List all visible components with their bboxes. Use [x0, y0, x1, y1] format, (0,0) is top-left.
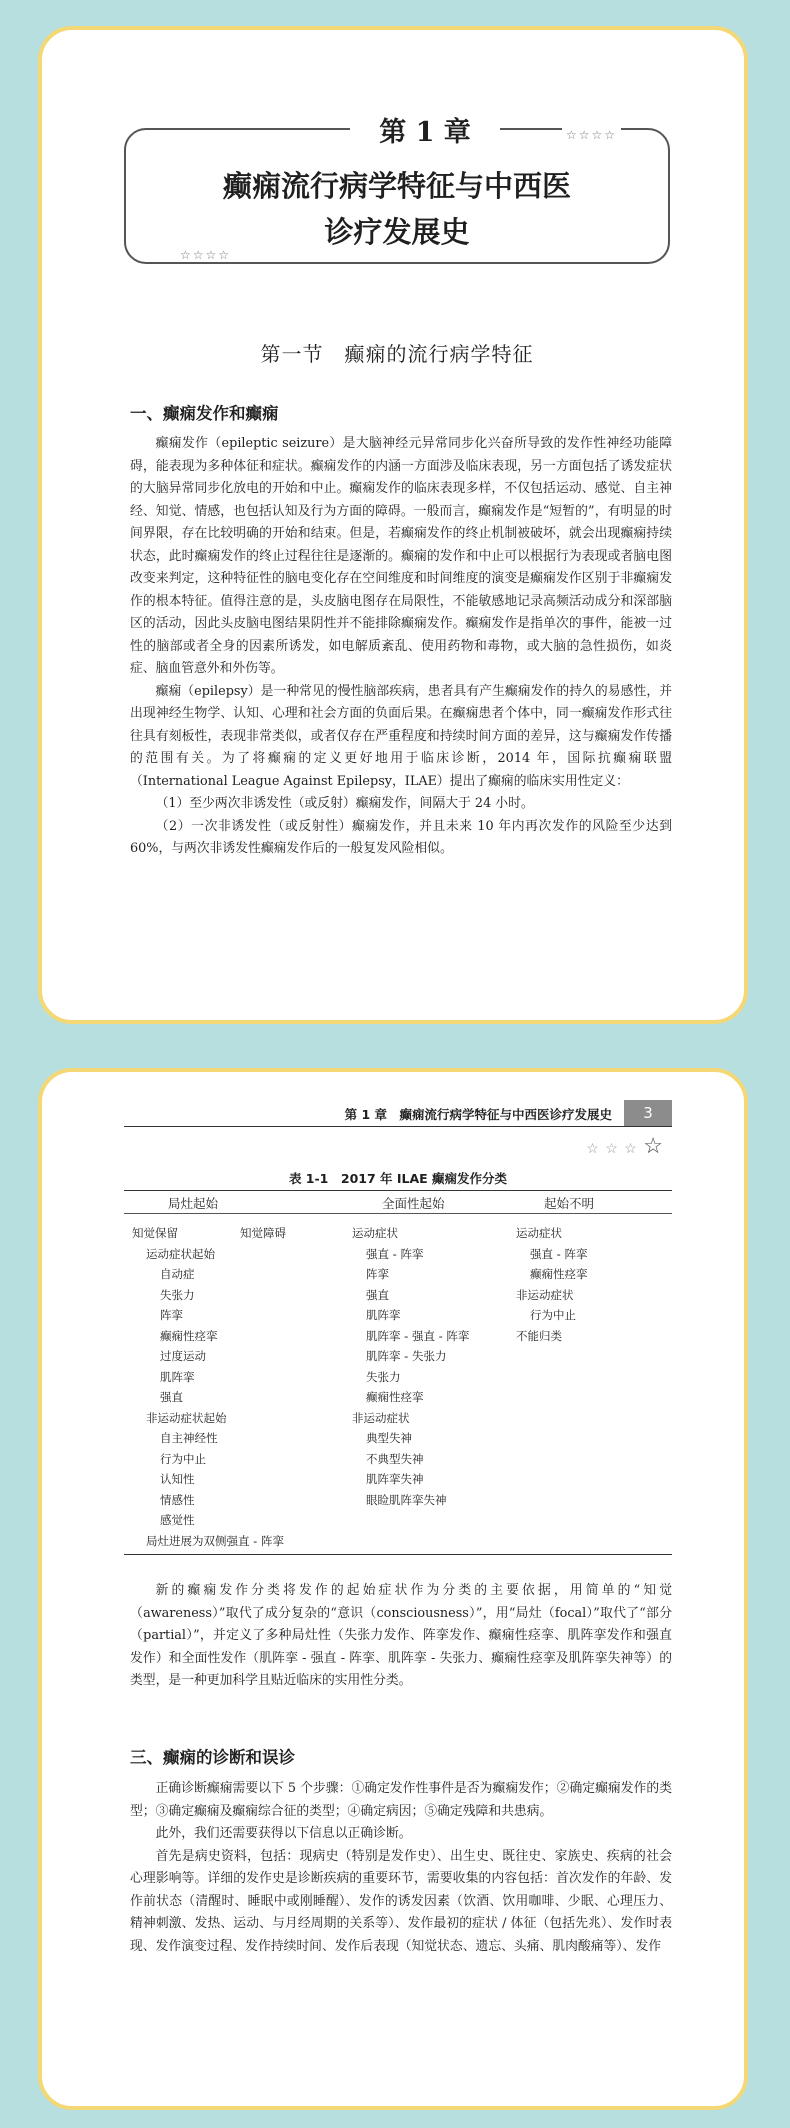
table-cell: 癫痫性痉挛 [366, 1390, 424, 1404]
table-caption: 表 1-1 2017 年 ILAE 癫痫发作分类 [288, 1171, 508, 1186]
table-cell: 局灶进展为双侧强直 - 阵挛 [146, 1533, 284, 1548]
table-cell: 认知性 [160, 1472, 195, 1486]
paragraph: （2）一次非诱发性（或反射性）癫痫发作，并且未来 10 年内再次发作的风险至少达到 60%，与两次非诱发性癫痫发作后的一般复发风险相似。 [130, 818, 672, 856]
table-column-generalized [352, 1223, 469, 1510]
paragraph: 癫痫发作（epileptic seizure）是大脑神经元异常同步化兴奋所导致的发作性神经功能障碍，能表现为多种体征和症状。癫痫发作的内涵一方面涉及临床表现，另一方面包括了诱发症状的大脑异常同步化放电的开始和中止。癫痫发作的临床表现多样，不仅包括运动、感觉、自主神经、知觉、情感，也包括认知及行为方面的障碍。一般而言，癫痫发作是“短暂的”，有明显的时间界限，存在比较明确的开始和结束。但是，若癫痫发作的终止机制被破坏，就会出现癫痫持续状态，此时癫痫发作的终止过程往往是逐渐的。癫痫的发作和中止可以根据行为表现或者脑电图改变来判定，这种特征性的脑电变化存在空间维度和时间维度的演变是癫痫发作区别于非癫痫发作的根本特征。值得注意的是，头皮脑电图存在局限性，不能敏感地记录高频活动成分和深部脑区的活动，因此头皮脑电图结果阴性并不能排除癫痫发作。癫痫发作是指单次的事件，能被一过性的脑部或者全身的因素所诱发，如电解质紊乱、使用药物和毒物，或大脑的急性损伤，如炎症、脑血管意外和外伤等。 [130, 436, 672, 676]
table-column-unknown [516, 1223, 588, 1346]
table-cell: 典型失神 [366, 1431, 412, 1445]
table-cell: 运动症状起始 [146, 1246, 215, 1261]
table-cell: 失张力 [160, 1287, 195, 1302]
table-header-generalized: 全面性起始 [382, 1196, 445, 1211]
subsection-heading: 一、癫痫发作和癫痫 [130, 404, 279, 423]
table-cell: 不典型失神 [366, 1451, 424, 1466]
paragraph: 此外，我们还需要获得以下信息以正确诊断。 [155, 1826, 412, 1841]
body-text [130, 1580, 672, 1693]
page-number: 3 [624, 1100, 672, 1126]
table-cell: 肌阵挛失神 [366, 1472, 424, 1486]
table-cell: 运动症状 [352, 1226, 398, 1240]
table-cell: 知觉保留 [132, 1226, 178, 1240]
table-cell: 运动症状 [516, 1226, 562, 1240]
table-cell: 阵挛 [366, 1267, 389, 1281]
table-cell: 肌阵挛 - 失张力 [366, 1349, 447, 1363]
table-cell: 感觉性 [160, 1513, 195, 1527]
chapter-title: 癫痫流行病学特征与中西医 诊疗发展史 [222, 169, 571, 249]
table-cell: 癫痫性痉挛 [160, 1328, 218, 1343]
table-cell: 肌阵挛 - 强直 - 阵挛 [366, 1328, 470, 1343]
table-cell: 强直 [366, 1287, 389, 1302]
chapter-label: 第 1 章 [350, 118, 500, 148]
subsection-heading: 三、癫痫的诊断和误诊 [130, 1748, 295, 1767]
body-text [130, 433, 672, 861]
section-title: 第一节 癫痫的流行病学特征 [260, 342, 534, 366]
table-cell: 肌阵挛 [160, 1369, 195, 1384]
page-card-2 [38, 1068, 748, 2110]
table-cell: 眼睑肌阵挛失神 [366, 1492, 447, 1507]
star-ornament-icon: ☆ ☆ ☆ ☆ [586, 1134, 664, 1159]
page-card-1 [38, 26, 748, 1024]
table-cell: 非运动症状起始 [146, 1410, 227, 1425]
classification-table [124, 1190, 672, 1555]
paragraph: 首先是病史资料，包括：现病史（特别是发作史）、出生史、既往史、家族史、疾病的社会心理影响等。详细的发作史是诊断疾病的重要环节，需要收集的内容包括：首次发作的年龄、发作前状态（清醒时、睡眠中或刚睡醒）、发作的诱发因素（饮酒、饮用咖啡、少眠、心理压力、精神刺激、发热、运动、与月经周期的关系等）、发作最初的症状 / 体征（包括先兆）、发作时表现、发作演变过程、发作持续时间、发作后表现（知觉状态、遗忘、头痛、肌肉酸痛等）、发作 [130, 1848, 672, 1954]
table-cell: 自主神经性 [160, 1431, 218, 1445]
table-header-unknown: 起始不明 [544, 1196, 595, 1211]
table-cell: 非运动症状 [516, 1287, 574, 1302]
table-cell: 肌阵挛 [366, 1308, 401, 1322]
table-cell: 行为中止 [160, 1451, 206, 1466]
table-cell: 癫痫性痉挛 [530, 1267, 588, 1281]
paragraph: 新的癫痫发作分类将发作的起始症状作为分类的主要依据，用简单的“知觉（awareness）”取代了成分复杂的“意识（consciousness）”，用“局灶（focal）”取代了“部分（partial）”，并定义了多种局灶性（失张力发作、阵挛发作、癫痫性痉挛、肌阵挛发作和强直发作）和全面性发作（肌阵挛 - 强直 - 阵挛、肌阵挛 - 失张力、癫痫性痉挛及肌阵挛失神等）的类型，是一种更加科学且贴近临床的实用性分类。 [130, 1583, 672, 1688]
star-ornament-icon: ☆☆☆☆ [562, 128, 621, 142]
table-cell: 知觉障碍 [240, 1226, 286, 1240]
paragraph: （1）至少两次非诱发性（或反射）癫痫发作，间隔大于 24 小时。 [155, 796, 534, 811]
table-header-focal: 局灶起始 [168, 1196, 219, 1211]
table-cell: 强直 [160, 1390, 183, 1404]
table-cell: 过度运动 [160, 1349, 206, 1363]
table-cell: 失张力 [366, 1369, 401, 1384]
table-cell: 非运动症状 [352, 1410, 410, 1425]
table-cell: 自动症 [160, 1267, 195, 1281]
table-cell: 不能归类 [516, 1328, 562, 1343]
table-cell: 情感性 [160, 1492, 195, 1507]
table-header-row [124, 1191, 672, 1214]
table-column-focal-impaired [240, 1223, 286, 1244]
running-head-text: 第 1 章 癫痫流行病学特征与中西医诊疗发展史 [344, 1107, 612, 1122]
star-ornament-icon: ☆☆☆☆ [176, 248, 235, 262]
table-cell: 阵挛 [160, 1308, 183, 1322]
paragraph: 癫痫（epilepsy）是一种常见的慢性脑部疾病，患者具有产生癫痫发作的持久的易感性，并出现神经生物学、认知、心理和社会方面的负面后果。在癫痫患者个体中，同一癫痫发作形式往往具有刻板性，表现非常类似，或者仅存在严重程度和持续时间方面的差异，这与癫痫发作传播的范围有关。为了将癫痫的定义更好地用于临床诊断，2014 年，国际抗癫痫联盟（International League Against Epilepsy，ILAE）提出了癫痫的临床实用性定义： [130, 683, 672, 789]
paragraph: 正确诊断癫痫需要以下 5 个步骤：①确定发作性事件是否为癫痫发作；②确定癫痫发作的类型；③确定癫痫及癫痫综合征的类型；④确定病因；⑤确定残障和共患病。 [130, 1781, 672, 1819]
body-text [130, 1778, 672, 1958]
table-cell: 行为中止 [530, 1308, 576, 1322]
table-column-focal-aware [132, 1223, 284, 1551]
table-cell: 强直 - 阵挛 [530, 1246, 588, 1261]
table-cell: 强直 - 阵挛 [366, 1246, 424, 1261]
running-header [124, 1100, 672, 1127]
